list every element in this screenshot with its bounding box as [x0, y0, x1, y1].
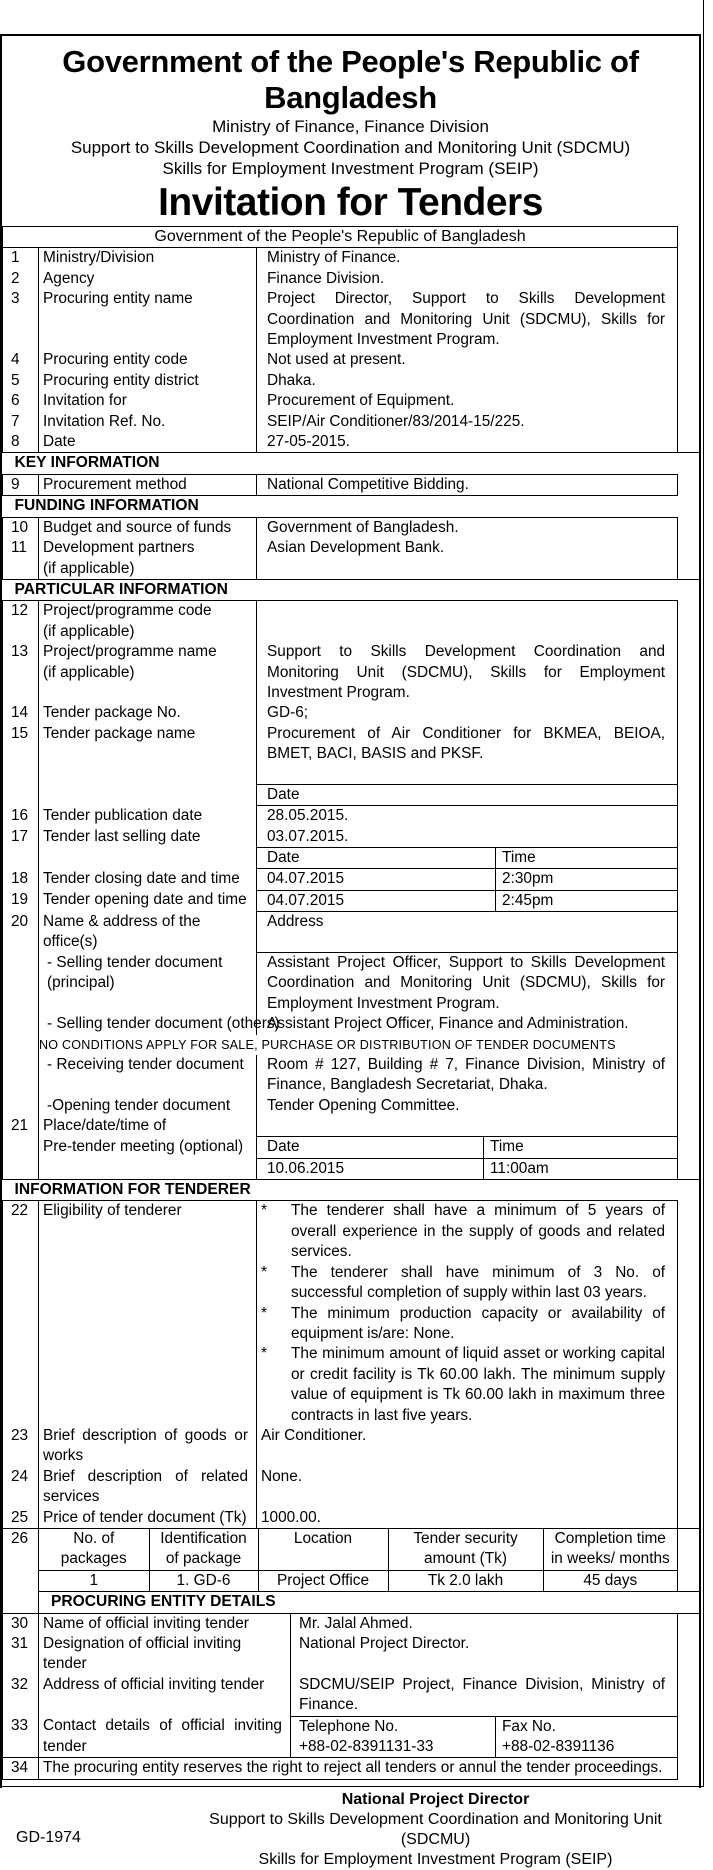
notice-footer [2, 1780, 699, 1868]
row-value: National Competitive Bidding. [257, 474, 678, 495]
list-item [257, 1304, 665, 1345]
row-number: 30 [3, 1613, 39, 1634]
time-value: 11:00am [490, 1159, 549, 1177]
row-label: Budget and source of funds [39, 517, 257, 538]
column-header: Address [257, 912, 678, 953]
field-label: Telephone No. [299, 1717, 399, 1735]
telephone-value: +88-02-8391131-33 [299, 1738, 434, 1756]
package-table-cell [39, 1528, 678, 1591]
row-number: 8 [3, 432, 39, 453]
row-label [39, 601, 257, 642]
row-number: 20 [3, 912, 39, 953]
row-value: Mr. Jalal Ahmed. [291, 1613, 678, 1634]
row-number: 25 [3, 1508, 39, 1529]
row-value [257, 601, 678, 642]
list-item-text: The minimum production capacity or availability of equipment is/are: None. [291, 1304, 666, 1342]
bullet-icon: * [261, 1202, 267, 1220]
tender-notice [0, 34, 701, 1868]
row-label: Date [39, 432, 257, 453]
row-value: SDCMU/SEIP Project, Finance Division, Ministry of Finance. [291, 1675, 678, 1716]
government-title: Government of the People's Republic of Bangladesh [62, 44, 639, 115]
bullet-icon: * [261, 1304, 267, 1322]
label-line: Pre-tender meeting (optional) [43, 1137, 244, 1155]
row-number: 26 [3, 1528, 39, 1613]
row-label [39, 953, 257, 1015]
row-label: Tender package name [39, 724, 257, 785]
row-number: 24 [3, 1467, 39, 1508]
row-number: 15 [3, 724, 39, 785]
row-value: The procuring entity reserves the right to reject all tenders or annul the tender proceedings. [39, 1758, 678, 1779]
row-value: Room # 127, Building # 7, Finance Division, Ministry of Finance, Bangladesh Secretariat, Dhaka. [257, 1055, 678, 1096]
section-heading: KEY INFORMATION [3, 453, 678, 474]
section-heading: INFORMATION FOR TENDERER [3, 1180, 678, 1201]
row-number: 12 [3, 601, 39, 642]
row-value: Dhaka. [257, 371, 678, 391]
row-number: 2 [3, 269, 39, 289]
row-number: 5 [3, 371, 39, 391]
list-item-text: The minimum amount of liquid asset or working capital or credit facility is Tk 60.00 lakh. The minimum supply value of equipment is Tk 60.00 lakh in maximum three contracts in last five years. [291, 1345, 666, 1424]
row-label: Name & address of the office(s) [39, 912, 257, 953]
row-value: Assistant Project Officer, Support to Skills Development Coordination and Monitoring Unit (SDCMU), Skills for Employment Investment Program. [257, 953, 678, 1015]
row-value: Support to Skills Development Coordination and Monitoring Unit (SDCMU), Skills for Employment Investment Program. [257, 642, 678, 703]
column-header: Tender security amount (Tk) [388, 1529, 543, 1570]
row-number: 6 [3, 391, 39, 411]
list-item-text: The tenderer shall have minimum of 3 No. of successful completion of supply within last 03 years. [291, 1263, 666, 1302]
label-line: (if applicable) [43, 663, 135, 681]
notice-code: GD-1974 [16, 1828, 81, 1846]
row-number: 21 [3, 1116, 39, 1179]
field-label: Fax No. [502, 1717, 556, 1735]
section-heading: PROCURING ENTITY DETAILS [39, 1592, 700, 1613]
program-line: Skills for Employment Investment Program (SEIP) [162, 159, 539, 178]
ministry-line: Ministry of Finance, Finance Division [212, 117, 489, 136]
row-number: 34 [3, 1758, 39, 1779]
label-line: - Selling tender document [47, 953, 223, 971]
row-number: 33 [3, 1716, 39, 1758]
row-label: Tender package No. [39, 703, 257, 723]
notice-title: Invitation for Tenders [158, 181, 543, 224]
label-line: Place/date/time of [43, 1117, 167, 1135]
list-item [257, 1263, 665, 1304]
row-number: 22 [3, 1201, 39, 1426]
row-number: 14 [3, 703, 39, 723]
label-line: (principal) [47, 973, 115, 991]
row-number: 18 [3, 869, 39, 890]
label-line: Development partners [43, 539, 195, 557]
row-value: 03.07.2015. [257, 827, 678, 848]
label-line: Project/programme code [43, 602, 212, 620]
row-label: Eligibility of tenderer [39, 1201, 257, 1426]
row-number: 17 [3, 827, 39, 848]
row-label [39, 642, 257, 703]
row-number: 16 [3, 806, 39, 827]
row-label: -Opening tender document [39, 1096, 257, 1116]
row-value: National Project Director. [291, 1634, 678, 1675]
row-number: 23 [3, 1426, 39, 1467]
table-cell: Tk 2.0 lakh [388, 1570, 543, 1591]
row-label: - Receiving tender document [39, 1055, 257, 1096]
row-label [39, 1116, 257, 1179]
column-header: Date [257, 847, 496, 868]
section-heading: FUNDING INFORMATION [3, 496, 678, 517]
row-label: Tender publication date [39, 806, 257, 827]
label-line: (if applicable) [43, 622, 135, 640]
row-label: Procuring entity district [39, 371, 257, 391]
column-header: Time [490, 1138, 524, 1156]
row-number: 31 [3, 1634, 39, 1675]
label-line: (if applicable) [43, 559, 135, 577]
row-number: 10 [3, 517, 39, 538]
row-number: 4 [3, 350, 39, 370]
row-label: Name of official inviting tender [39, 1613, 291, 1634]
row-number: 3 [3, 289, 39, 350]
row-value: SEIP/Air Conditioner/83/2014-15/225. [257, 412, 678, 432]
row-number: 7 [3, 412, 39, 432]
row-value: GD-6; [257, 703, 678, 723]
time-value: 2:30pm [496, 869, 678, 890]
list-item-text: The tenderer shall have a minimum of 5 years of overall experience in the supply of goods and related services. [291, 1202, 666, 1261]
signature-block [182, 1790, 689, 1870]
column-header: Completion time in weeks/ months [543, 1529, 677, 1570]
column-header: Time [496, 847, 678, 868]
row-label: Agency [39, 269, 257, 289]
date-value: 04.07.2015 [257, 890, 496, 911]
row-value: Air Conditioner. [257, 1426, 678, 1467]
row-label: - Selling tender document (others) [39, 1014, 257, 1034]
unit-line: Support to Skills Development Coordination and Monitoring Unit (SDCMU) [70, 138, 631, 157]
no-conditions-note: NO CONDITIONS APPLY FOR SALE, PURCHASE OR DISTRIBUTION OF TENDER DOCUMENTS [39, 1037, 616, 1052]
row-number: 32 [3, 1675, 39, 1716]
row-label: Price of tender document (Tk) [39, 1508, 257, 1529]
row-label: Invitation for [39, 391, 257, 411]
row-value: Assistant Project Officer, Finance and Administration. [257, 1014, 678, 1034]
row-number: 1 [3, 248, 39, 269]
row-label: Invitation Ref. No. [39, 412, 257, 432]
meeting-cell [257, 1116, 678, 1179]
row-value: 28.05.2015. [257, 806, 678, 827]
row-value: Procurement of Air Conditioner for BKMEA, BEIOA, BMET, BACI, BASIS and PKSF. [257, 724, 678, 785]
row-number: 19 [3, 890, 39, 911]
date-value: 04.07.2015 [257, 869, 496, 890]
row-label: Procuring entity code [39, 350, 257, 370]
fax-value: +88-02-8391136 [502, 1738, 615, 1756]
table-title: Government of the People's Republic of Bangladesh [3, 227, 678, 248]
row-label: Tender last selling date [39, 827, 257, 848]
row-label: Contact details of official inviting tender [39, 1716, 291, 1758]
bullet-icon: * [261, 1345, 267, 1363]
table-cell: 1. GD-6 [149, 1570, 258, 1591]
signatory-title: National Project Director [341, 1790, 530, 1808]
row-value: Finance Division. [257, 269, 678, 289]
table-cell: 45 days [543, 1570, 677, 1591]
fax-cell [496, 1716, 678, 1758]
label-line: Project/programme name [43, 643, 217, 661]
row-value: Asian Development Bank. [257, 538, 678, 579]
row-value: Not used at present. [257, 350, 678, 370]
list-item [257, 1201, 665, 1262]
row-label: Brief description of related services [39, 1467, 257, 1508]
table-cell: Project Office [258, 1570, 388, 1591]
row-label: Brief description of goods or works [39, 1426, 257, 1467]
bullet-icon: * [261, 1263, 267, 1281]
row-value: None. [257, 1467, 678, 1508]
row-value: Government of Bangladesh. [257, 517, 678, 538]
row-label: Ministry/Division [39, 248, 257, 269]
row-label: Procuring entity name [39, 289, 257, 350]
column-header: Identification of package [149, 1529, 258, 1570]
notice-header [2, 44, 699, 225]
signatory-program: Skills for Employment Investment Program (SEIP) [258, 1850, 613, 1868]
row-label: Tender closing date and time [39, 869, 257, 890]
row-value: Project Director, Support to Skills Development Coordination and Monitoring Unit (SDCMU), Skills for Employment Investment Program. [257, 289, 678, 350]
tender-table [2, 226, 699, 1780]
telephone-cell [291, 1716, 496, 1758]
table-cell: 1 [39, 1570, 149, 1591]
time-value: 2:45pm [496, 890, 678, 911]
row-value: Tender Opening Committee. [257, 1096, 678, 1116]
row-label: Tender opening date and time [39, 890, 257, 911]
row-label [39, 538, 257, 579]
list-item [257, 1344, 665, 1426]
row-number: 11 [3, 538, 39, 579]
row-label: Address of official inviting tender [39, 1675, 291, 1716]
row-value: Ministry of Finance. [257, 248, 678, 269]
column-header: Date [257, 1137, 484, 1157]
row-number: 13 [3, 642, 39, 703]
row-value: 1000.00. [257, 1508, 678, 1529]
row-value: Procurement of Equipment. [257, 391, 678, 411]
row-value: 27-05-2015. [257, 432, 678, 453]
row-label: Procurement method [39, 474, 257, 495]
eligibility-list [257, 1201, 678, 1426]
section-heading: PARTICULAR INFORMATION [3, 579, 678, 600]
package-table [39, 1529, 677, 1591]
date-value: 10.06.2015 [257, 1159, 484, 1179]
signatory-unit: Support to Skills Development Coordination and Monitoring Unit (SDCMU) [209, 1810, 662, 1848]
column-header: Date [257, 784, 678, 805]
note-cell [39, 1035, 678, 1055]
row-label: Designation of official inviting tender [39, 1634, 291, 1675]
column-header: Location [258, 1529, 388, 1570]
column-header: No. of packages [39, 1529, 149, 1570]
row-number: 9 [3, 474, 39, 495]
